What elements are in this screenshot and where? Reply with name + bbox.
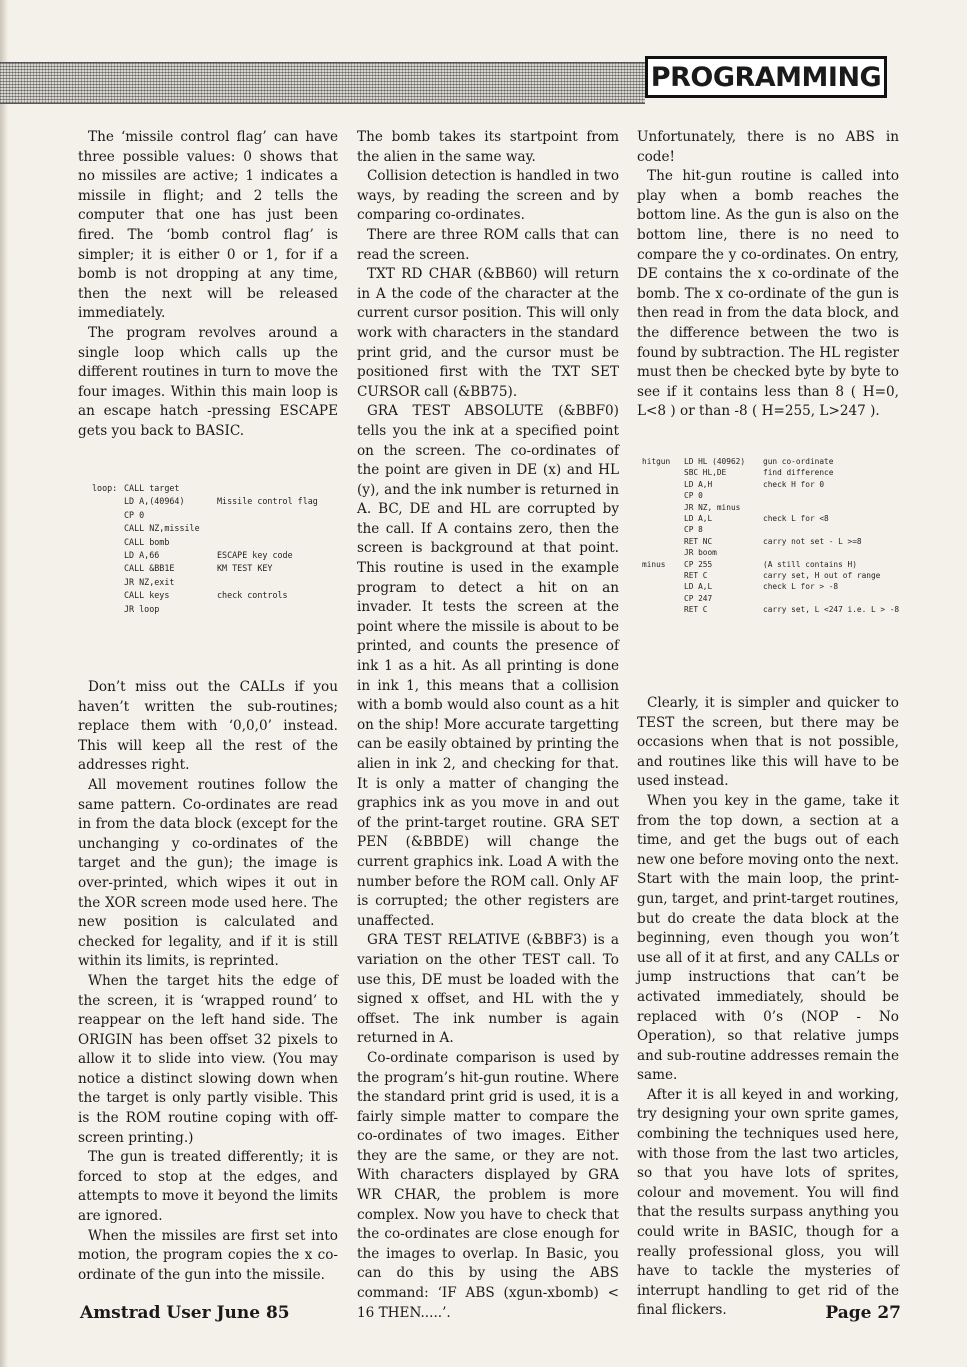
code-line: JR NZ, minus [684, 502, 741, 512]
paragraph: GRA TEST RELATIVE (&BBF3) is a variation on the other TEST call. To use this, DE must be loaded with the signed x offset, and HL with the y offset. The ink number is again returned in A. [357, 932, 619, 1047]
section-title: PROGRAMMING [645, 56, 887, 98]
code-line: JR loop [124, 603, 160, 614]
footer-page-number: Page 27 [825, 1303, 901, 1323]
paragraph: When the target hits the edge of the screen, it is ‘wrapped round’ to reappear on the left hand side. The ORIGIN has been offset 32 pixels to allow it to slide into view. (You may notice a distinct slowing down when the target is only partly visible. This is the ROM routine coping with off-screen printing.) [78, 972, 338, 1146]
code-line: RET NC carry not set - L >=8 [684, 536, 862, 546]
paragraph: Don’t miss out the CALLs if you haven’t written the sub-routines; replace them with ‘0,0,0’ instead. This will keep all the rest of the addresses right. [78, 679, 338, 774]
code-line: hitgun LD HL (40962) gun co-ordinate [642, 457, 834, 466]
column-3-top [637, 128, 899, 422]
paragraph: When you key in the game, take it from the top down, a section at a time, and get the bugs out of each new one before moving onto the next. Start with the main loop, the print-gun, target, and print-target routines, but do create the data block at the beginning, even though you won’t use all of it at first, and any CALLs or jump instructions that can’t be activated immediately, should be replaced with 0’s (NOP - No Operation), so that relative jumps and sub-routine addresses remain the same. [637, 792, 899, 1084]
code-line: JR boom [684, 548, 717, 558]
column-3-bottom [637, 694, 899, 1321]
paragraph: Clearly, it is simpler and quicker to TEST the screen, but there may be occasions when that is not possible, and routines like this will have to be used instead. [637, 695, 899, 790]
column-1-bottom [78, 678, 338, 1285]
paragraph: GRA TEST ABSOLUTE (&BBF0) tells you the ink at a specified point on the screen. The co-ordinates of the point are given in DE (x) and HL (y), and the ink number is returned in A. BC, DE and HL are corrupted by the call. If A contains zero, then the screen is background at that point. This routine is used in the example program to detect a hit on an invader. It tests the screen at the point where the missile is about to be printed, and counts the presence of ink 1 as a hit. As all printing is done in ink 1, this means that a collision with a bomb would also count as a hit on the ship! More accurate targetting can be easily obtained by printing the alien in ink 2, and checking for that. It is only a matter of changing the graphics ink as you move in and out of the print-target routine. GRA SET PEN (&BBDE) will change the current graphics ink. Load A with the number before the ROM call. Only AF is corrupted; the other registers are unaffected. [357, 403, 619, 929]
code-line: LD A,H check H for 0 [684, 479, 825, 489]
code-line: RET C carry set, L <247 i.e. L > -8 [684, 605, 900, 615]
paragraph: Collision detection is handled in two ways, by reading the screen and by comparing co-ordinates. [357, 168, 619, 224]
code-listing-hitgun [642, 456, 907, 616]
footer-publication: Amstrad User June 85 [80, 1303, 290, 1323]
code-line: CP 0 [124, 509, 145, 520]
header-halftone-band [0, 62, 645, 104]
code-line: LD A,L check L for > -8 [684, 582, 839, 592]
column-2 [357, 128, 619, 1323]
paragraph: There are three ROM calls that can read the screen. [357, 226, 619, 263]
paragraph: The bomb takes its startpoint from the alien in the same way. [357, 129, 619, 165]
code-line: JR NZ,exit [124, 576, 175, 587]
code-line: CALL bomb [124, 536, 170, 547]
code-line: CALL NZ,missile [124, 523, 200, 534]
code-line: CP 8 [684, 525, 703, 535]
code-line: loop: CALL target [92, 483, 180, 493]
paragraph: The program revolves around a single loop which calls up the different routines in turn to move the four images. Within this main loop is an escape hatch -pressing ESCAPE gets you back to BASIC. [78, 324, 338, 439]
code-line: CALL keys check controls [124, 590, 288, 601]
code-line: SBC HL,DE find difference [684, 468, 834, 478]
paragraph: When the missiles are first set into motion, the program copies the x co-ordinate of the gun into the missile. [78, 1227, 338, 1283]
page-edge-shadow [0, 0, 8, 1367]
code-line: CP 247 [684, 593, 713, 603]
code-line: LD A,66 ESCAPE key code [124, 550, 293, 561]
code-line: CP 0 [684, 491, 703, 501]
code-line: LD A,L check L for <8 [684, 514, 829, 524]
paragraph: The ‘missile control flag’ can have three possible values: 0 shows that no missiles are active; 1 indicates a missile in flight; and 2 tells the computer that one has just been fired. The ‘bomb control flag’ is simpler; it is either 0 or 1, for if a bomb is not dropping at any time, then the next will be released immediately. [78, 129, 338, 322]
paragraph: Unfortunately, there is no ABS in code! [637, 129, 899, 165]
code-line: LD A,(40964) Missile control flag [124, 496, 318, 507]
code-line: RET C carry set, H out of range [684, 571, 881, 581]
paragraph: All movement routines follow the same pattern. Co-ordinates are read in from the data block (except for the unchanging y co-ordinates of the target and the gun); the image is over-printed, which wipes it out in the XOR screen mode used here. The new position is calculated and checked for legality, and if it is still within its limits, is reprinted. [78, 776, 338, 970]
paragraph: After it is all keyed in and working, try designing your own sprite games, combining the techniques used here, with those from the last two articles, so that you have lots of sprites, colour and movement. You will find that the results surpass anything you could write in BASIC, though for a really professional gloss, you will have to tackle the mysteries of interrupt handling to get rid of the final flickers. [637, 1086, 899, 1319]
code-line: CALL &BB1E KM TEST KEY [124, 563, 273, 574]
paragraph: The hit-gun routine is called into play when a bomb reaches the bottom line. As the gun is also on the bottom line, there is no need to compare the y co-ordinates. On entry, DE contains the x co-ordinate of the bomb. The x co-ordinate of the gun is then read in from the data block, and the difference between the two is found by subtraction. The HL register must then be checked byte by byte to see if it contains less than 8 ( H=0, L<8 ) or than -8 ( H=255, L>247 ). [637, 168, 899, 420]
paragraph: The gun is treated differently; it is forced to stop at the edges, and attempts to move it beyond the limits are ignored. [78, 1149, 338, 1225]
paragraph: Co-ordinate comparison is used by the program’s hit-gun routine. Where the standard print grid is used, it is a fairly simple matter to compare the co-ordinates of two images. Either they are the same, or they are not. With characters displayed by GRA WR CHAR, the problem is more complex. Now you have to check that the co-ordinates are close enough for the images to overlap. In Basic, you can do this by using the ABS command: ‘IF ABS (xgun-xbomb) < 16 THEN.....’. [357, 1049, 619, 1321]
paragraph: TXT RD CHAR (&BB60) will return in A the code of the character at the current cursor position. This will only work with characters in the standard print grid, and the cursor must be positioned first with the TXT SET CURSOR call (&BB75). [357, 266, 619, 400]
code-line: minus CP 255 (A still contains H) [642, 559, 857, 569]
code-listing-main-loop [92, 482, 342, 616]
column-1-top [78, 128, 338, 442]
